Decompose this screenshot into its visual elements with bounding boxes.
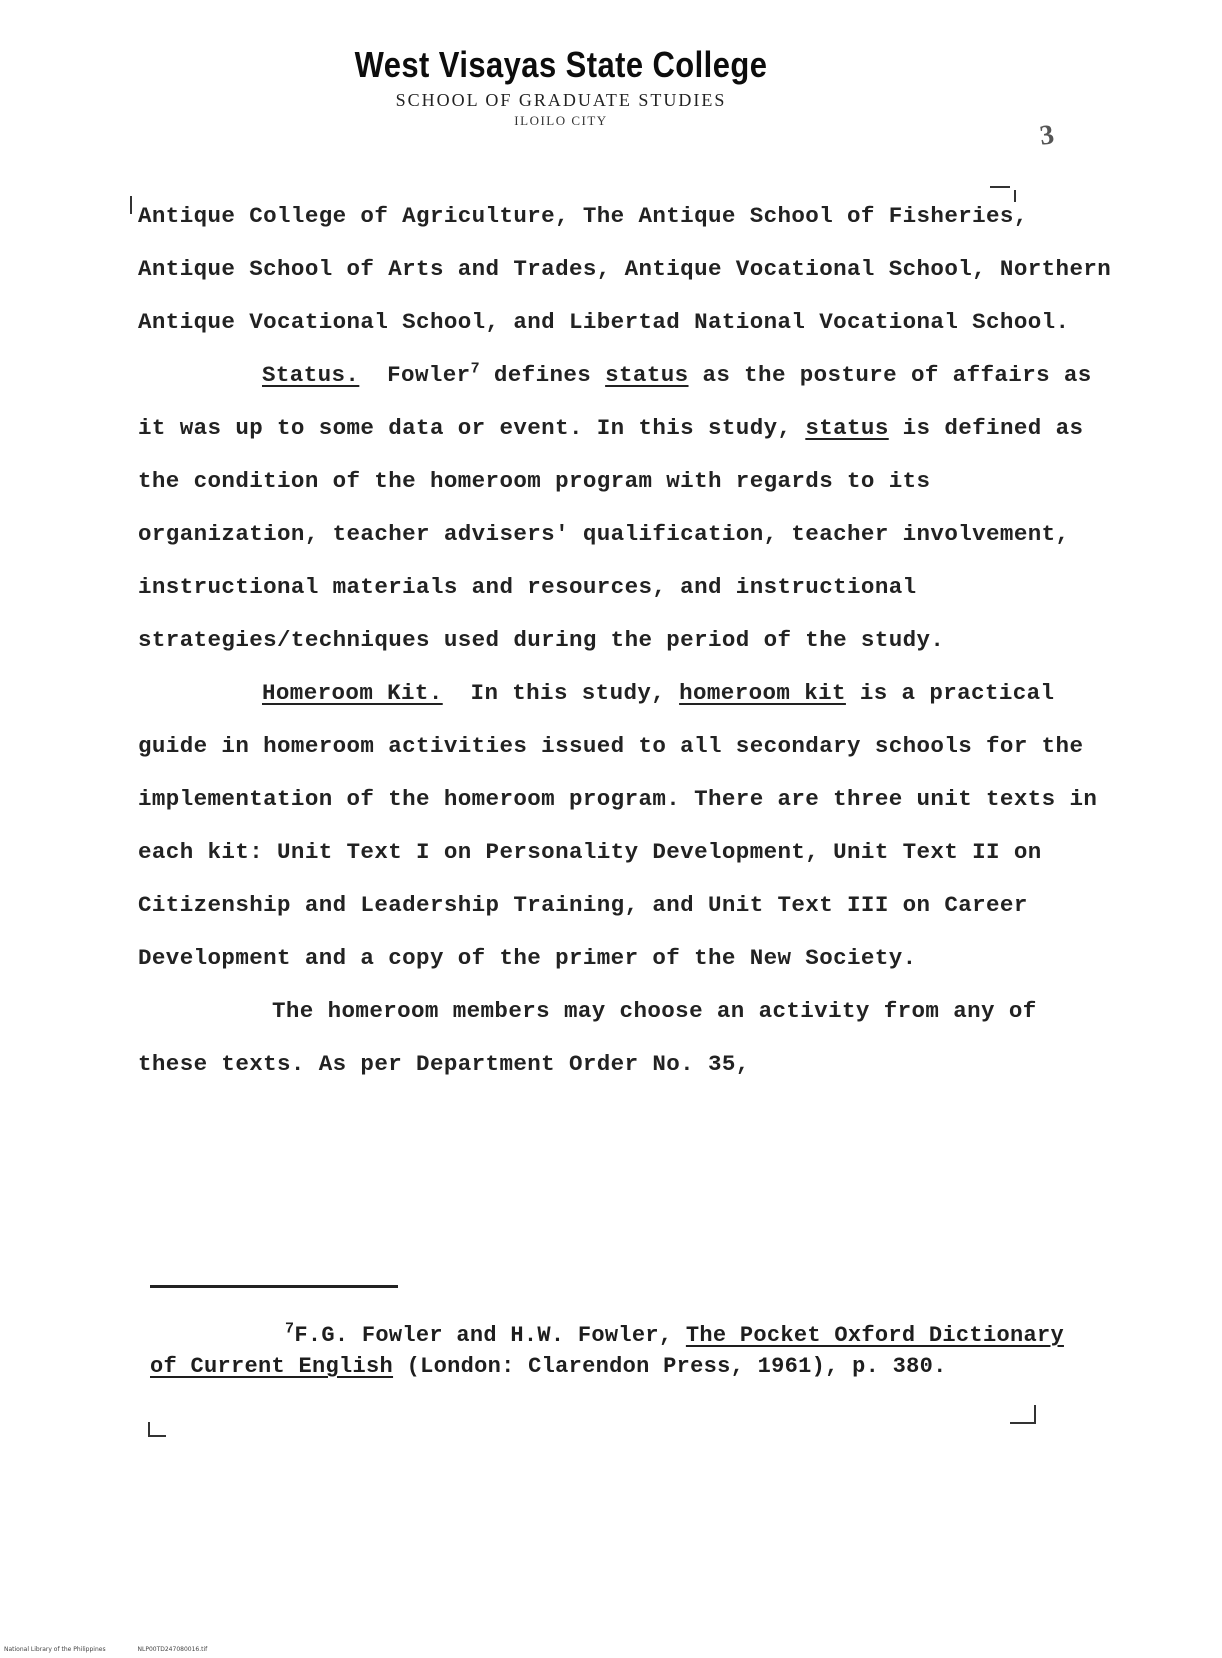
footnote-authors: F.G. Fowler and H.W. Fowler,: [294, 1323, 673, 1348]
archive-file-id: NLP00TD247080016.tif: [137, 1646, 208, 1653]
archive-label: [4, 1646, 207, 1653]
footnote-rule: [150, 1285, 398, 1288]
term-status: Status.: [262, 362, 360, 388]
body-text: [138, 190, 1118, 1091]
paragraph-institutions: Antique College of Agriculture, The Antique School of Fisheries, Antique School of Arts and Trades, Antique Vocational School, Northern Antique Vocational School, and Libertad National Vocational School.: [138, 203, 1112, 335]
paragraph-homeroom-kit: [138, 667, 1118, 985]
homeroom-members-text: The homeroom members may choose an activity from any of these texts. As per Department Order No. 35,: [138, 998, 1037, 1077]
paragraph-homeroom-members: [138, 985, 1118, 1091]
status-rest: is defined as the condition of the homeroom program with regards to its organization, teacher advisers' qualification, teacher involvement, instructional materials and resources, and instructional strategies/techniques used during the period of the study.: [138, 415, 1084, 653]
footnote-publication: (London: Clarendon Press, 1961), p. 380.: [406, 1354, 947, 1379]
homeroom-kit-rest: is a practical guide in homeroom activities issued to all secondary schools for the implementation of the homeroom program. There are three unit texts in each kit: Unit Text I on Personality Development, Unit Text II on Citizenship and Leadership Training, and Unit Text III on Career Development and a copy of the primer of the New Society.: [138, 680, 1098, 971]
footnote-title: The Pocket Oxford Dictionary of Current English: [150, 1323, 1064, 1379]
paragraph-status-definition: [138, 349, 1118, 667]
term-homeroom-kit-inline: homeroom kit: [679, 680, 846, 706]
crop-mark-bottom-right: [1034, 1405, 1036, 1423]
crop-mark-top-left: [130, 196, 132, 214]
school-name: SCHOOL OF GRADUATE STUDIES: [395, 90, 727, 110]
status-mid1: defines: [493, 362, 592, 388]
status-mid2: as the posture of affairs as it was up to some data or event. In this study,: [138, 362, 1092, 441]
city-name: ILOILO CITY: [514, 113, 608, 128]
crop-mark-bottom-right-base: [1010, 1422, 1036, 1424]
crop-mark-bottom-left: [148, 1422, 150, 1436]
status-lead: Fowler: [387, 362, 471, 388]
crop-mark-bottom-left-base: [148, 1435, 166, 1437]
archive-library: National Library of the Philippines: [4, 1646, 106, 1653]
term-status-inline: status: [605, 362, 689, 388]
footnote-number: 7: [285, 1320, 295, 1338]
term-homeroom-kit: Homeroom Kit.: [262, 680, 443, 706]
term-status-inline-2: status: [805, 415, 889, 441]
homeroom-kit-lead: In this study,: [470, 680, 666, 706]
crop-mark-top-right: [990, 186, 1010, 188]
letterhead: [0, 44, 1222, 129]
college-name: West Visayas State College: [354, 44, 768, 85]
page-number: 3: [1037, 119, 1057, 152]
footnote: [150, 1320, 1070, 1382]
footnote-ref-7: 7: [470, 360, 480, 378]
